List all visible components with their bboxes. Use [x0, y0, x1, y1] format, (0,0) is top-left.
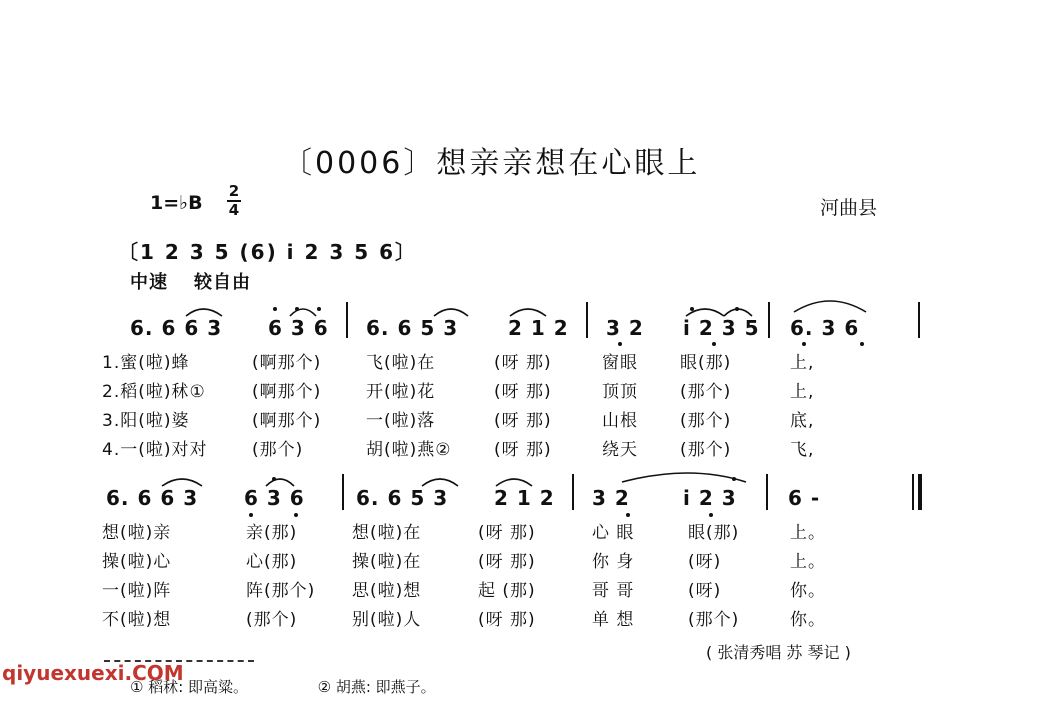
s2-verse-3-cell-4: 起 (那): [478, 581, 536, 601]
s1-verse-4-cell-6: (那个): [680, 440, 732, 460]
watermark-logo: qiyuexuexi.COM: [2, 661, 184, 685]
s2-measure-3a: 3 2: [592, 486, 630, 510]
scale-notes: 〔1 2 3 5 (6) i 2 3 5 6〕: [118, 240, 418, 264]
s1-verse-3-cell-1: 3.阳(啦)婆: [102, 411, 190, 431]
slur-s2-1: [162, 479, 202, 486]
s2-verse-4-cell-4: (呀 那): [478, 610, 536, 630]
slur-s1-3: [434, 309, 468, 316]
s2-verse-2-cell-1: 操(啦)心: [102, 552, 172, 572]
s2-verse-1-cell-1: 想(啦)亲: [102, 523, 172, 543]
s2-measure-3b: i 2 3: [683, 486, 737, 510]
s2-verse-2-cell-7: 上。: [790, 552, 826, 572]
slur-s1-2: [290, 309, 316, 316]
s2-verse-1-cell-2: 亲(那): [246, 523, 298, 543]
s2-verse-4-cell-7: 你。: [790, 610, 826, 630]
slur-s2-2: [266, 479, 294, 486]
s1-verse-2-cell-5: 顶顶: [602, 382, 638, 402]
song-title: 〔0006〕想亲亲想在心眼上: [282, 146, 701, 181]
s2-verse-1-cell-3: 想(啦)在: [352, 523, 422, 543]
slur-s1-1: [186, 309, 222, 316]
s1-verse-1-cell-4: (呀 那): [494, 353, 552, 373]
s2-verse-4-cell-6: (那个): [688, 610, 740, 630]
s1-verse-3-cell-5: 山根: [602, 411, 638, 431]
s1-verse-1-cell-5: 窗眼: [602, 353, 638, 373]
s2-verse-3-cell-1: 一(啦)阵: [102, 581, 172, 601]
s1-verse-3-cell-3: 一(啦)落: [366, 411, 436, 431]
credit-line: ( 张清秀唱 苏 琴记 ): [706, 643, 851, 662]
s2-verse-1-cell-7: 上。: [790, 523, 826, 543]
s2-measure-2a: 6. 6 5 3: [356, 486, 449, 510]
time-signature-top: 2: [228, 182, 240, 200]
s2-verse-4-cell-1: 不(啦)想: [102, 610, 172, 630]
s1-verse-1-cell-1: 1.蜜(啦)蜂: [102, 353, 190, 373]
time-signature-bottom: 4: [228, 201, 240, 219]
key-signature: 1=♭B: [150, 192, 203, 214]
slur-s1-4: [510, 309, 546, 316]
s1-verse-1-cell-2: (啊那个): [252, 353, 322, 373]
s1-measure-2a: 6. 6 5 3: [366, 316, 459, 340]
s2-measure-4: 6 -: [788, 486, 821, 510]
slur-s1-7: [794, 301, 866, 312]
s1-verse-3-cell-6: (那个): [680, 411, 732, 431]
s2-measure-1a: 6. 6 6 3: [106, 486, 199, 510]
s1-measure-1a: 6. 6 6 3: [130, 316, 223, 340]
s1-verse-4-cell-7: 飞,: [790, 440, 815, 460]
s1-measure-2b: 2 1 2: [508, 316, 569, 340]
s1-verse-3-cell-4: (呀 那): [494, 411, 552, 431]
slur-s2-5: [622, 473, 746, 482]
tempo-style: 较自由: [194, 272, 251, 293]
s2-verse-1-cell-4: (呀 那): [478, 523, 536, 543]
s2-verse-2-cell-5: 你 身: [592, 552, 635, 572]
s1-verse-4-cell-2: (那个): [252, 440, 304, 460]
s1-verse-2-cell-4: (呀 那): [494, 382, 552, 402]
s2-verse-1-cell-5: 心 眼: [592, 523, 635, 543]
s2-verse-3-cell-7: 你。: [790, 581, 826, 601]
s1-measure-1b: 6 3 6: [268, 316, 329, 340]
s1-measure-4: 6. 3 6: [790, 316, 860, 340]
s1-verse-4-cell-4: (呀 那): [494, 440, 552, 460]
s1-verse-3-cell-2: (啊那个): [252, 411, 322, 431]
footnote-1: ① 稻秫: 即高粱。: [130, 678, 249, 696]
s2-measure-1b: 6 3 6: [244, 486, 305, 510]
s1-verse-3-cell-7: 底,: [790, 411, 815, 431]
s1-verse-2-cell-6: (那个): [680, 382, 732, 402]
s2-verse-2-cell-2: 心(那): [246, 552, 298, 572]
s2-verse-3-cell-6: (呀): [688, 581, 722, 601]
region-label: 河曲县: [820, 197, 878, 219]
s1-verse-2-cell-2: (啊那个): [252, 382, 322, 402]
s2-verse-4-cell-5: 单 想: [592, 610, 635, 630]
s1-verse-2-cell-1: 2.稻(啦)秫①: [102, 382, 206, 402]
s2-verse-4-cell-3: 别(啦)人: [352, 610, 422, 630]
footnote-2: ② 胡燕: 即燕子。: [317, 678, 436, 696]
slur-s2-3: [422, 479, 458, 486]
s2-measure-2b: 2 1 2: [494, 486, 555, 510]
s2-verse-1-cell-6: 眼(那): [688, 523, 740, 543]
tempo-speed: 中速: [130, 272, 168, 293]
s2-verse-3-cell-2: 阵(那个): [246, 581, 316, 601]
s2-verse-4-cell-2: (那个): [246, 610, 298, 630]
s2-verse-2-cell-6: (呀): [688, 552, 722, 572]
s1-measure-3a: 3 2: [606, 316, 644, 340]
s2-verse-2-cell-3: 操(啦)在: [352, 552, 422, 572]
slur-s2-4: [496, 479, 532, 486]
s1-measure-3b: i 2 3 5: [683, 316, 760, 340]
s2-verse-3-cell-5: 哥 哥: [592, 581, 635, 601]
s1-verse-2-cell-7: 上,: [790, 382, 815, 402]
s1-verse-4-cell-5: 绕天: [602, 440, 638, 460]
s2-verse-3-cell-3: 思(啦)想: [352, 581, 422, 601]
s1-verse-1-cell-6: 眼(那): [680, 353, 732, 373]
s1-verse-4-cell-3: 胡(啦)燕②: [366, 440, 452, 460]
s1-verse-1-cell-7: 上,: [790, 353, 815, 373]
s1-verse-4-cell-1: 4.一(啦)对对: [102, 440, 208, 460]
s1-verse-1-cell-3: 飞(啦)在: [366, 353, 436, 373]
s2-verse-2-cell-4: (呀 那): [478, 552, 536, 572]
s1-verse-2-cell-3: 开(啦)花: [366, 382, 436, 402]
